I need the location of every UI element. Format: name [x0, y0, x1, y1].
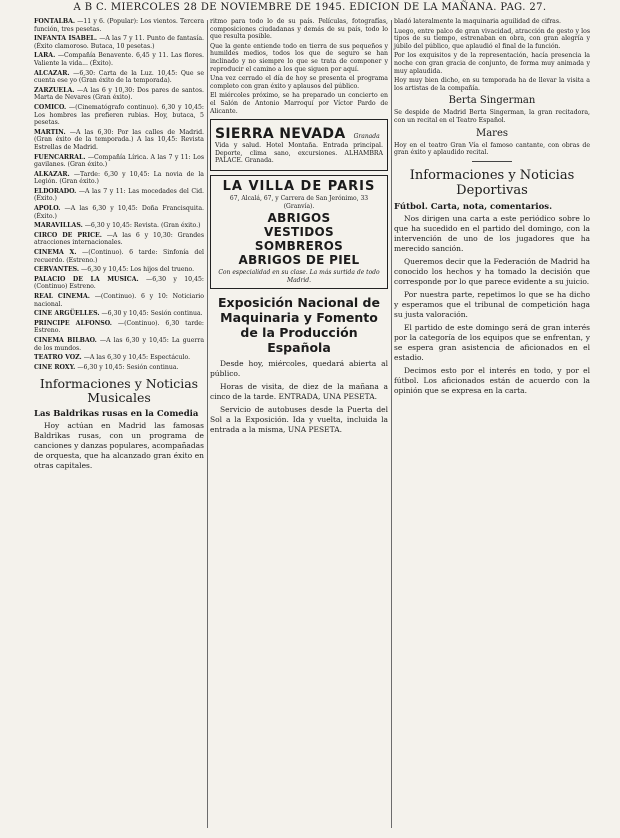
page-header: A B C. MIERCOLES 28 DE NOVIEMBRE DE 1945. EDICION DE LA MAÑANA. PAG. 27.	[73, 2, 547, 13]
sports-text: El partido de este domingo será de gran interés por la categoría de los equipos que se enfrentan, y se espera gran asistencia de aficionados en el estadio.	[394, 322, 590, 362]
column-3	[394, 18, 590, 399]
listing: CINEMA BILBAO. —A las 6,30 y 10,45: La guerra de los mundos.	[34, 336, 205, 352]
sports-text: Decimos esto por el interés en todo, y por el fútbol. Los aficionados están de acuerdo con la opinión que se expresa en la carta.	[394, 365, 590, 395]
theater-listings	[34, 18, 204, 371]
listing: TEATRO VOZ. —A las 6,30 y 10,45: Espectáculo.	[34, 354, 191, 362]
listing: ALKAZAR. —Tarde: 6,30 y 10,45: La novia de la Legión. (Gran éxito.)	[34, 170, 204, 186]
article-text: bladó lateralmente la maquinaria aguilidad de cifras.	[394, 18, 561, 25]
villa-address: 67, Alcalá, 67, y Carrera de San Jerónimo, 33 (Granvía).	[229, 194, 369, 210]
listing: CINEMA X. —(Continuo). 6 tarde: Sinfonía del recuerdo. (Estreno.)	[34, 249, 204, 264]
article-text: Por los exquisitos y de la representación, hacía presencia la noche con gran gracia de conjunto, de forma muy animada y muy aplaudida.	[394, 52, 590, 75]
music-section-title: Informaciones y Noticias Musicales	[39, 376, 199, 406]
column-divider	[391, 20, 392, 828]
sports-section-title: Informaciones y Noticias Deportivas	[409, 167, 575, 198]
sports-text: Queremos decir que la Federación de Madrid ha conocido los hechos y ha tomado la decisión que corresponde por lo que parece evidente a su juicio.	[394, 256, 590, 286]
sierra-tag: Granada	[353, 133, 380, 141]
listing: CINE ARGÜELLES. —6,30 y 10,45: Sesión continua.	[34, 310, 203, 318]
music-subtitle: Las Baldrikas rusas en la Comedia	[34, 409, 199, 420]
listing: ZARZUELA. —A las 6 y 10,30: Dos pares de santos. Marta de Nevares (Gran éxito).	[34, 86, 204, 102]
listing: ALCAZAR. —6,30: Carta de la Luz. 10,45: Que se cuenta ese yo (Gran éxito de la temporada).	[34, 69, 205, 85]
divider	[472, 161, 512, 162]
sierra-text: Vida y salud. Hotel Montaña. Entrada principal. Deporte, clima sano, excursiones. ALHAMBRA PALACE. Granada.	[215, 142, 383, 165]
article-text: Se despide de Madrid Berta Singerman, la gran recitadora, con un recital en el Teatro Español.	[394, 109, 590, 124]
villa-footer: Con especialidad en su clase. La más surtida de todo Madrid.	[218, 268, 380, 284]
listing: CINE ROXY. —6,30 y 10,45: Sesión continua.	[34, 363, 179, 371]
article-text: Una vez cerrado el día de hoy se presenta el programa completo con gran éxito y aplausos del público.	[210, 75, 388, 90]
listing: PRINCIPE ALFONSO. —(Continuo). 6,30 tarde: Estreno.	[34, 319, 205, 335]
listing: REAL CINEMA. —(Continuo). 6 y 10: Noticiario nacional.	[34, 293, 205, 308]
subhead-mares: Mares	[475, 127, 509, 139]
villa-item: ABRIGOS DE PIEL	[238, 252, 360, 267]
listing: FONTALBA. —11 y 6. (Popular): Los vientos. Tercera función, tres pesetas.	[34, 18, 205, 33]
sports-text: Por nuestra parte, repetimos lo que se ha dicho y esperamos que el tribunal de competición haga su justa valoración.	[394, 289, 590, 319]
exposition-text: Servicio de autobuses desde la Puerta del Sol a la Exposición. Ida y vuelta, incluida la entrada a la misma, UNA PESETA.	[210, 404, 388, 434]
sierra-title: SIERRA NEVADA	[215, 126, 346, 143]
villa-de-paris-ad	[210, 175, 388, 289]
article-text: ritmo para todo lo de su país. Películas, fotografías, composiciones ciudadanas y demás de su país, todo lo que resulta posible.	[210, 18, 388, 41]
villa-item: ABRIGOS	[267, 210, 331, 225]
exposition-title: Exposición Nacional de Maquinaria y Fomento de la Producción Española	[218, 294, 380, 355]
exposition-text: Desde hoy, miércoles, quedará abierta al público.	[210, 358, 388, 378]
villa-item: SOMBREROS	[254, 238, 344, 253]
sierra-nevada-ad	[210, 119, 388, 171]
listing: CIRCO DE PRICE. —A las 6 y 10,30: Grandes atracciones internacionales.	[34, 231, 205, 247]
listing: MARTIN. —A las 6,30: Por las calles de Madrid. (Gran éxito de la temporada.) A las 10,45: Revista Estrellas de Madrid.	[34, 128, 204, 151]
article-text: Hoy en el teatro Gran Vía el famoso cantante, con obras de gran éxito y aplaudido recital.	[394, 141, 590, 157]
article-text: Hoy muy bien dicho, en su temporada ha de llevar la visita a los artistas de la compañía.	[394, 77, 590, 92]
villa-title: LA VILLA DE PARIS	[222, 178, 376, 194]
sports-subtitle: Fútbol. Carta, nota, comentarios.	[394, 201, 553, 212]
column-2	[210, 18, 388, 438]
subhead-singerman: Berta Singerman	[448, 95, 536, 107]
listing: LARA. —Compañía Benavente. 6,45 y 11. Las flores. Valiente la vida... (Éxito).	[34, 52, 204, 67]
listing: FUENCARRAL. —Compañía Lírica. A las 7 y 11: Los gavilanes. (Gran éxito.)	[34, 153, 204, 169]
music-text: Hoy actúan en Madrid las famosas Baldrikas rusas, con un programa de canciones y danzas populares, acompañadas de orquesta, que ha alcanzado gran éxito en otras capitales.	[34, 421, 204, 471]
column-1	[34, 18, 204, 474]
column-divider	[207, 20, 208, 828]
article-text: Luego, entre palco de gran vivacidad, atracción de gesto y los tipos de su tiempo, estrenaban en obra, con gran alegría y júbilo del público, que aplaudió el final de la función.	[394, 27, 590, 50]
listing: CERVANTES. —6,30 y 10,45: Los hijos del trueno.	[34, 266, 195, 274]
listing: PALACIO DE LA MUSICA. —6,30 y 10,45: (Continuo) Estreno.	[34, 275, 204, 291]
article-text: Que la gente entiende todo en tierra de sus pequeños y humildes medios, todos los que de seguro se han inclinado y no siempre lo que se trata de componer y reproducir el camino a los que siguen por aquí.	[210, 42, 388, 73]
article-text: El miércoles próximo, se ha preparado un concierto en el Salón de Antonio Marroquí por Víctor Pardo de Alicante.	[210, 92, 388, 115]
sports-text: Nos dirigen una carta a este periódico sobre lo que ha sucedido en el partido del domingo, con la intervención de uno de los jugadores que ha merecido sanción.	[394, 213, 590, 253]
exposition-text: Horas de visita, de diez de la mañana a cinco de la tarde. ENTRADA, UNA PESETA.	[210, 381, 388, 401]
listing: ELDORADO. —A las 7 y 11: Las mocedades del Cid. (Éxito.)	[34, 187, 204, 203]
listing: APOLO. —A las 6,30 y 10,45: Doña Francisquita. (Éxito.)	[34, 205, 204, 220]
villa-item: VESTIDOS	[264, 224, 334, 239]
listing: MARAVILLAS. —6,30 y 10,45: Revista. (Gran éxito.)	[34, 222, 201, 230]
listing: COMICO. —(Cinematógrafo continuo). 6,30 y 10,45: Los hombres las prefieren rubias. Hoy, butaca, 5 pesetas.	[34, 103, 205, 127]
listing: INFANTA ISABEL. —A las 7 y 11. Punto de fantasía. (Éxito clamoroso. Butaca, 10 pesetas.)	[34, 35, 204, 50]
